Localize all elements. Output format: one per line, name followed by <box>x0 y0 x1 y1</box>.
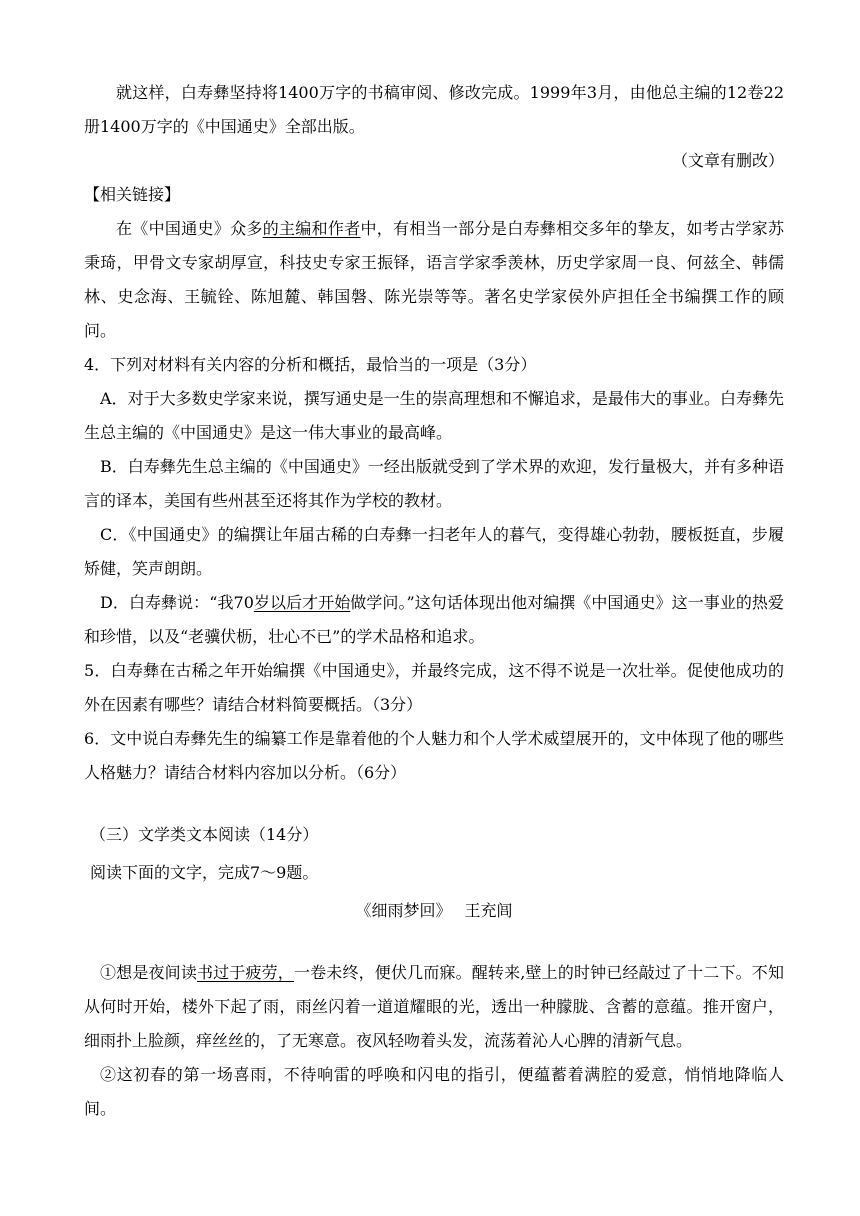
option-d-text-2: 做学问。”这句话体现出他对编撰《中国通史》这一事业的热爱和珍惜，以及“老骥伏枥，壮心不已”的学术品格和追求。 <box>84 593 784 646</box>
question-5: 5．白寿彝在古稀之年开始编撰《中国通史》，并最终完成，这不得不说是一次壮举。促使他成功的外在因素有哪些？请结合材料简要概括。（3分） <box>84 661 784 714</box>
option-d-underlined: 岁以后才开始 <box>253 593 351 612</box>
para1-text-2: 一卷未终，便伏几而寐。醒转来,壁上的时钟已经敲过了十二下。不知从何时开始，楼外下起了雨，雨丝闪着一道道耀眼的光，透出一种朦胧、含蓄的意蕴。推开窗户，细雨扑上脸颜，痒丝丝的，了无寒意。夜风轻吻着头发，流荡着沁人心脾的清新气息。 <box>84 963 784 1050</box>
question-4-option-d <box>84 586 784 654</box>
question-4-option-c: C．《中国通史》的编撰让年届古稀的白寿彝一扫老年人的暮气，变得雄心勃勃，腰板挺直，步履矫健，笑声朗朗。 <box>84 525 784 578</box>
para1-text-1: ①想是夜间读 <box>100 963 197 982</box>
passage-paragraph-1 <box>84 956 784 1058</box>
related-link-text-2: 中，有相当一部分是白寿彝相交多年的挚友，如考古学家苏秉琦，甲骨文专家胡厚宣，科技史专家王振铎，语言学家季羡林，历史学家周一良、何兹全、韩儒林、史念海、王毓铨、陈旭麓、韩国磐、陈光崇等等。著名史学家侯外庐担任全书编撰工作的顾问。 <box>84 219 784 340</box>
question-6: 6．文中说白寿彝先生的编纂工作是靠着他的个人魅力和个人学术威望展开的，文中体现了他的哪些人格魅力？请结合材料内容加以分析。（6分） <box>84 729 784 782</box>
question-4-stem: 4．下列对材料有关内容的分析和概括，最恰当的一项是（3分） <box>84 355 537 374</box>
related-link-heading: 【相关链接】 <box>84 185 181 204</box>
section-3-instruction: 阅读下面的文字，完成7～9题。 <box>90 863 319 882</box>
source-note: （文章有删改） <box>671 151 784 170</box>
section-3-heading: （三）文学类文本阅读（14分） <box>90 825 319 844</box>
passage-paragraph-2: ②这初春的第一场喜雨，不待响雷的呼唤和闪电的指引，便蕴蓄着满腔的爱意，悄悄地降临人间。 <box>84 1065 784 1118</box>
passage-title: 《细雨梦回》 王充闾 <box>355 901 513 920</box>
question-4-option-a: A．对于大多数史学家来说，撰写通史是一生的崇高理想和不懈追求，是最伟大的事业。白寿彝先生总主编的《中国通史》是这一伟大事业的最高峰。 <box>84 389 784 442</box>
question-4-option-b: B．白寿彝先生总主编的《中国通史》一经出版就受到了学术界的欢迎，发行量极大，并有多种语言的译本，美国有些州甚至还将其作为学校的教材。 <box>84 457 784 510</box>
option-d-text-1: D．白寿彝说：“我70 <box>100 593 254 612</box>
para1-underlined: 书过于疲劳， <box>196 963 294 982</box>
related-link-text-1: 在《中国通史》众多 <box>116 219 263 238</box>
related-link-paragraph <box>84 212 784 348</box>
article-closing-paragraph: 就这样，白寿彝坚持将1400万字的书稿审阅、修改完成。1999年3月，由他总主编的12卷22册1400万字的《中国通史》全部出版。 <box>84 83 784 136</box>
related-link-underlined: 的主编和作者 <box>262 219 361 238</box>
